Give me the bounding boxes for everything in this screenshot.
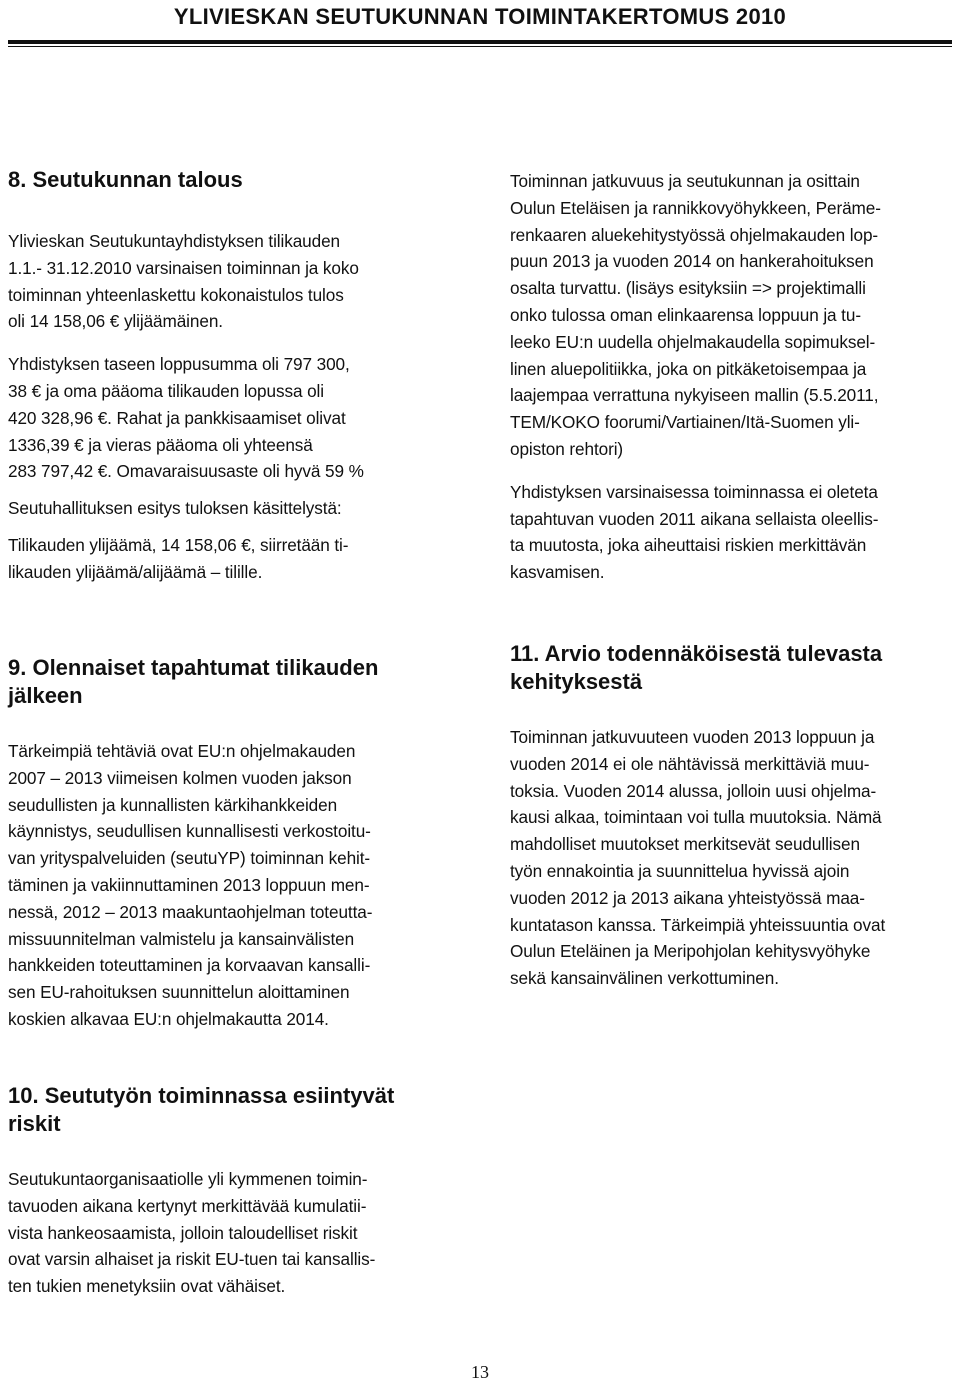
text-line: vista hankeosaamista, jolloin taloudelliset riskit xyxy=(8,1222,358,1243)
text-line: ta muutosta, joka aiheuttaisi riskien merkittävän xyxy=(510,535,867,556)
heading-line: 9. Olennaiset tapahtumat tilikauden xyxy=(8,655,379,680)
text-line: renkaaren aluekehitystyössä ohjelmakauden lop- xyxy=(510,224,879,245)
text-line: sekä kansainvälinen verkottuminen. xyxy=(510,968,779,989)
document-header-title: YLIVIESKAN SEUTUKUNNAN TOIMINTAKERTOMUS 2010 xyxy=(173,4,787,29)
text-line: täminen ja vakiinnuttaminen 2013 loppuun men- xyxy=(8,874,370,895)
text-line: käynnistys, seudullisen kunnallisesti verkostoitu- xyxy=(8,821,371,842)
text-line: missuunnitelman valmistelu ja kansainvälisten xyxy=(8,928,355,949)
header-rule-thick xyxy=(8,40,952,44)
text-line: linen aluepolitiikka, joka on pitkäketoisempaa ja xyxy=(510,358,867,379)
text-line: 420 328,96 €. Rahat ja pankkisaamiset olivat xyxy=(8,407,346,428)
text-line: Ylivieskan Seutukuntayhdistyksen tilikauden xyxy=(8,231,341,251)
text-line: seudullisten ja kunnallisten kärkihankkeiden xyxy=(8,794,338,815)
text-line: puun 2013 ja vuoden 2014 on hankerahoituksen xyxy=(510,251,874,272)
text-line: 2007 – 2013 viimeisen kolmen vuoden jakson xyxy=(8,767,352,788)
right-column-top xyxy=(510,168,955,586)
section-11-heading xyxy=(510,640,882,696)
text-line: Yhdistyksen taseen loppusumma oli 797 300, xyxy=(8,354,350,375)
section-8-paragraph-2 xyxy=(8,351,478,485)
heading-line: riskit xyxy=(8,1111,61,1136)
text-line: toksia. Vuoden 2014 alussa, jolloin uusi ohjelma- xyxy=(510,780,877,801)
section-10-paragraph xyxy=(8,1166,478,1300)
text-line: toiminnan yhteenlaskettu kokonaistulos tulos xyxy=(8,284,344,305)
heading-line: 10. Seututyön toiminnassa esiintyvät xyxy=(8,1083,395,1108)
section-9-heading xyxy=(8,654,378,710)
section-10-body xyxy=(8,1166,478,1300)
text-line: tapahtuvan vuoden 2011 aikana sellaista oleellis- xyxy=(510,508,879,529)
section-9-paragraph xyxy=(8,738,478,1033)
section-11-paragraph xyxy=(510,724,955,992)
text-line: kasvamisen. xyxy=(510,562,605,583)
heading-line: kehityksestä xyxy=(510,669,643,694)
text-line: Toiminnan jatkuvuus ja seutukunnan ja osittain xyxy=(510,171,860,191)
text-line: ten tukien menetyksiin ovat vähäiset. xyxy=(8,1276,286,1297)
text-line: osalta turvattu. (lisäys esityksiin => projektimalli xyxy=(510,278,866,299)
text-line: onko tulossa oman elinkaarensa loppuun ja tu- xyxy=(510,304,861,325)
text-line: 1336,39 € ja vieras pääoma oli yhteensä xyxy=(8,434,313,455)
operations-paragraph xyxy=(510,479,955,586)
header-rule-thin xyxy=(8,46,952,47)
text-line: Oulun Eteläinen ja Meripohjolan kehitysvyöhyke xyxy=(510,941,871,962)
text-line: Seutuhallituksen esitys tuloksen käsittelystä: xyxy=(8,498,342,519)
text-line: 283 797,42 €. Omavaraisuusaste oli hyvä 59 % xyxy=(8,461,364,482)
text-line: 1.1.- 31.12.2010 varsinaisen toiminnan ja koko xyxy=(8,257,359,278)
page-number: 13 xyxy=(471,1362,489,1382)
text-line: sen EU-rahoituksen suunnittelun aloittaminen xyxy=(8,982,350,1003)
section-9-body xyxy=(8,738,478,1033)
text-line: kuntatason kanssa. Tärkeimpiä yhteissuuntia ovat xyxy=(510,914,886,935)
text-line: Tärkeimpiä tehtäviä ovat EU:n ohjelmakauden xyxy=(8,741,356,761)
section-11-body xyxy=(510,724,955,992)
continuity-paragraph xyxy=(510,168,955,463)
section-8-body xyxy=(8,228,478,586)
text-line: leeko EU:n uudella ohjelmakaudella sopimuksel- xyxy=(510,331,876,352)
heading-line: jälkeen xyxy=(8,683,83,708)
text-line: Toiminnan jatkuvuuteen vuoden 2013 loppuun ja xyxy=(510,727,875,747)
section-10-heading xyxy=(8,1082,394,1138)
text-line: koskien alkavaa EU:n ohjelmakautta 2014. xyxy=(8,1008,329,1029)
text-line: hankkeiden toteuttaminen ja korvaavan kansalli- xyxy=(8,955,371,976)
text-line: ovat varsin alhaiset ja riskit EU-tuen tai kansallis- xyxy=(8,1249,376,1270)
text-line: Tilikauden ylijäämä, 14 158,06 €, siirretään ti- xyxy=(8,534,349,555)
text-line: työn ennakointia ja suunnittelua hyvissä ajoin xyxy=(510,860,850,881)
text-line: Oulun Eteläisen ja rannikkovyöhykkeen, Perämе- xyxy=(510,197,881,218)
text-line: Seutukuntaorganisaatiolle yli kymmenen toimin- xyxy=(8,1169,368,1189)
text-line: kausi alkaa, toimintaan voi tulla muutoksia. Nämä xyxy=(510,807,882,828)
heading-line: 11. Arvio todennäköisestä tulevasta xyxy=(510,641,883,666)
text-line: 38 € ja oma pääoma tilikauden lopussa oli xyxy=(8,380,324,401)
section-8-paragraph-1 xyxy=(8,228,478,335)
text-line: van yrityspalveluiden (seutuYP) toiminnan kehit- xyxy=(8,848,371,869)
text-line: laajempaa verrattuna nykyiseen mallin (5.5.2011, xyxy=(510,385,879,406)
section-8-paragraph-4 xyxy=(8,532,478,586)
text-line: oli 14 158,06 € ylijäämäinen. xyxy=(8,311,223,332)
text-line: nessä, 2012 – 2013 maakuntaohjelman toteutta- xyxy=(8,901,373,922)
text-line: vuoden 2012 ja 2013 aikana yhteistyössä maa- xyxy=(510,887,865,908)
section-8-heading: 8. Seutukunnan talous xyxy=(8,167,243,192)
section-8-paragraph-3 xyxy=(8,495,478,522)
text-line: TEM/KOKO foorumi/Vartiainen/Itä-Suomen yli- xyxy=(510,412,860,433)
text-line: vuoden 2014 ei ole nähtävissä merkittäviä muu- xyxy=(510,753,870,774)
text-line: mahdolliset muutokset merkitsevät seudullisen xyxy=(510,834,860,855)
text-line: opiston rehtori) xyxy=(510,438,624,459)
text-line: Yhdistyksen varsinaisessa toiminnassa ei oleteta xyxy=(510,481,878,502)
text-line: tavuoden aikana kertynyt merkittävää kumulatii- xyxy=(8,1195,367,1216)
text-line: likauden ylijäämä/alijäämä – tilille. xyxy=(8,561,263,582)
